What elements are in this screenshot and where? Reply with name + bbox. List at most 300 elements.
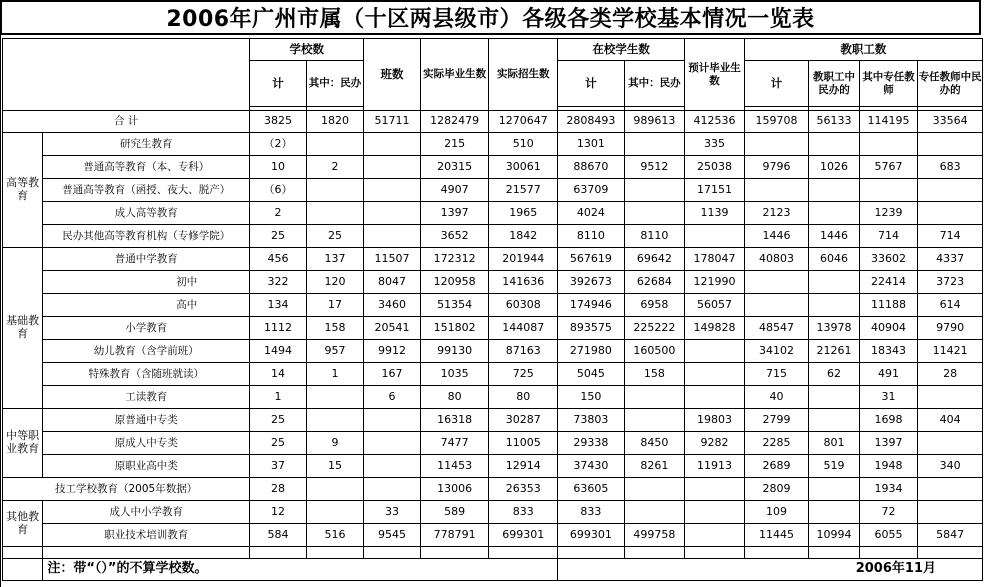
row-label: 特殊教育（含随班就读）: [43, 363, 250, 386]
row-value: 699301: [558, 524, 625, 547]
row-value: 614: [918, 294, 983, 317]
row-value: 510: [489, 133, 558, 156]
row-label: 普通高等教育（函授、夜大、脱产）: [43, 179, 250, 202]
row-value: 17151: [685, 179, 745, 202]
row-value: 11913: [685, 455, 745, 478]
row-value: [306, 133, 364, 156]
row-value: 715: [744, 363, 809, 386]
row-value: 141636: [489, 271, 558, 294]
row-value: 8450: [624, 432, 685, 455]
row-value: 8110: [558, 225, 625, 248]
row-value: 1397: [859, 432, 918, 455]
row-value: 34102: [744, 340, 809, 363]
blank-cell: [744, 547, 809, 559]
row-value: 25038: [685, 156, 745, 179]
total-value: 33564: [918, 111, 983, 133]
row-value: 725: [489, 363, 558, 386]
row-value: 893575: [558, 317, 625, 340]
row-value: 178047: [685, 248, 745, 271]
row-value: 2: [250, 202, 307, 225]
header-staff: 教职工数: [744, 39, 982, 61]
row-value: 567619: [558, 248, 625, 271]
row-value: [918, 386, 983, 409]
table-row: [3, 524, 983, 547]
row-value: [364, 409, 421, 432]
row-value: [306, 386, 364, 409]
row-value: 4337: [918, 248, 983, 271]
row-value: 6958: [624, 294, 685, 317]
header-students-total: 计: [558, 61, 625, 107]
row-value: 150: [558, 386, 625, 409]
row-value: 40: [744, 386, 809, 409]
group-other: 其他教育: [3, 501, 43, 547]
row-value: 1112: [250, 317, 307, 340]
row-value: 29338: [558, 432, 625, 455]
row-value: 56057: [685, 294, 745, 317]
row-value: 40904: [859, 317, 918, 340]
row-value: （2）: [250, 133, 307, 156]
table-row: [3, 133, 983, 156]
row-label: 高中: [43, 294, 250, 317]
row-value: 3723: [918, 271, 983, 294]
row-value: 516: [306, 524, 364, 547]
total-value: 2808493: [558, 111, 625, 133]
row-value: [809, 202, 859, 225]
row-value: 322: [250, 271, 307, 294]
row-value: 8047: [364, 271, 421, 294]
row-value: 10994: [809, 524, 859, 547]
row-value: [624, 501, 685, 524]
row-value: 201944: [489, 248, 558, 271]
row-value: 833: [558, 501, 625, 524]
row-value: 40803: [744, 248, 809, 271]
row-value: 699301: [489, 524, 558, 547]
row-value: 335: [685, 133, 745, 156]
row-value: 134: [250, 294, 307, 317]
row-label: 技工学校教育（2005年数据）: [3, 478, 250, 501]
row-label: 原普通中专类: [43, 409, 250, 432]
row-value: 801: [809, 432, 859, 455]
report-date: 2006年11月: [558, 559, 983, 581]
header-graduates: 实际毕业生数: [420, 39, 489, 111]
header-staff-total: 计: [744, 61, 809, 107]
row-value: [685, 386, 745, 409]
row-value: 11453: [420, 455, 489, 478]
total-value: 1282479: [420, 111, 489, 133]
table-row: [3, 455, 983, 478]
row-value: [364, 225, 421, 248]
row-value: 20315: [420, 156, 489, 179]
row-value: 5045: [558, 363, 625, 386]
row-value: 683: [918, 156, 983, 179]
row-value: 11445: [744, 524, 809, 547]
row-value: 80: [420, 386, 489, 409]
row-value: 20541: [364, 317, 421, 340]
row-value: 21261: [809, 340, 859, 363]
row-value: 60308: [489, 294, 558, 317]
row-value: 48547: [744, 317, 809, 340]
row-label: 职业技术培训教育: [43, 524, 250, 547]
footnote: 注：带“（）”的不算学校数。: [43, 559, 558, 581]
row-value: 149828: [685, 317, 745, 340]
row-value: 25: [306, 225, 364, 248]
row-value: [364, 202, 421, 225]
total-value: 3825: [250, 111, 307, 133]
row-value: 80: [489, 386, 558, 409]
row-value: 1934: [859, 478, 918, 501]
row-value: 12: [250, 501, 307, 524]
row-value: 957: [306, 340, 364, 363]
row-value: 1: [306, 363, 364, 386]
row-label: 幼儿教育（含学前班）: [43, 340, 250, 363]
blank-cell: [306, 547, 364, 559]
row-value: 9282: [685, 432, 745, 455]
row-value: 8110: [624, 225, 685, 248]
row-value: [364, 179, 421, 202]
row-value: 31: [859, 386, 918, 409]
row-value: 1239: [859, 202, 918, 225]
row-value: 63709: [558, 179, 625, 202]
header-expected-grads: 预计毕业生数: [685, 39, 745, 111]
table-row: [3, 386, 983, 409]
row-value: [859, 179, 918, 202]
blank-cell: [859, 547, 918, 559]
table-row: [3, 340, 983, 363]
row-value: [364, 455, 421, 478]
row-value: 9796: [744, 156, 809, 179]
row-value: 13006: [420, 478, 489, 501]
row-value: 271980: [558, 340, 625, 363]
row-value: 88670: [558, 156, 625, 179]
row-value: 21577: [489, 179, 558, 202]
row-value: [624, 179, 685, 202]
row-label: 原成人中专类: [43, 432, 250, 455]
row-value: [685, 225, 745, 248]
row-value: [809, 179, 859, 202]
header-staff-private: 教职工中民办的: [809, 61, 859, 107]
total-row: [3, 111, 983, 133]
row-value: 2285: [744, 432, 809, 455]
table-row: [3, 179, 983, 202]
row-value: 2689: [744, 455, 809, 478]
row-value: 1397: [420, 202, 489, 225]
total-value: 114195: [859, 111, 918, 133]
table-row: [3, 432, 983, 455]
group-higher: 高等教育: [3, 133, 43, 248]
total-value: 1270647: [489, 111, 558, 133]
row-value: 456: [250, 248, 307, 271]
row-value: 25: [250, 432, 307, 455]
row-value: [306, 202, 364, 225]
row-value: [306, 409, 364, 432]
row-value: 25: [250, 409, 307, 432]
row-value: 69642: [624, 248, 685, 271]
row-value: 3460: [364, 294, 421, 317]
total-value: 56133: [809, 111, 859, 133]
row-value: 137: [306, 248, 364, 271]
row-value: [809, 409, 859, 432]
table-row: [3, 409, 983, 432]
row-value: [809, 386, 859, 409]
row-value: 9545: [364, 524, 421, 547]
blank-cell: [489, 547, 558, 559]
row-value: 5847: [918, 524, 983, 547]
row-value: 14: [250, 363, 307, 386]
blank-cell: [250, 547, 307, 559]
blank-cell: [918, 547, 983, 559]
row-value: 26353: [489, 478, 558, 501]
row-value: 37430: [558, 455, 625, 478]
row-value: 62684: [624, 271, 685, 294]
row-value: 215: [420, 133, 489, 156]
row-value: 9790: [918, 317, 983, 340]
row-label: 普通高等教育（本、专科）: [43, 156, 250, 179]
row-value: 1035: [420, 363, 489, 386]
total-label: 合 计: [3, 111, 250, 133]
row-value: [624, 409, 685, 432]
row-value: 25: [250, 225, 307, 248]
header-students-private: 其中：民办: [624, 61, 685, 107]
row-value: 73803: [558, 409, 625, 432]
row-value: 28: [250, 478, 307, 501]
table-row: [3, 202, 983, 225]
row-label: 研究生教育: [43, 133, 250, 156]
row-value: 120: [306, 271, 364, 294]
header-row-1: [3, 39, 983, 61]
row-label: 小学教育: [43, 317, 250, 340]
row-value: 51354: [420, 294, 489, 317]
table-row: [3, 271, 983, 294]
row-value: [918, 432, 983, 455]
blank-cell: [43, 547, 250, 559]
row-value: 2123: [744, 202, 809, 225]
table-title: 2006年广州市属（十区两县级市）各级各类学校基本情况一览表: [166, 7, 815, 32]
row-value: 4907: [420, 179, 489, 202]
row-value: 33602: [859, 248, 918, 271]
row-value: 11005: [489, 432, 558, 455]
row-label: 工读教育: [43, 386, 250, 409]
table-row: [3, 156, 983, 179]
row-value: 714: [859, 225, 918, 248]
row-value: 6055: [859, 524, 918, 547]
row-value: 5767: [859, 156, 918, 179]
row-value: [364, 156, 421, 179]
header-schools-total: 计: [250, 61, 307, 107]
row-value: 63605: [558, 478, 625, 501]
row-value: 13978: [809, 317, 859, 340]
row-value: [306, 478, 364, 501]
row-value: [918, 133, 983, 156]
row-value: 1446: [744, 225, 809, 248]
row-value: 778791: [420, 524, 489, 547]
total-value: 412536: [685, 111, 745, 133]
row-value: [809, 271, 859, 294]
row-value: 151802: [420, 317, 489, 340]
row-value: [624, 386, 685, 409]
blank-cell: [3, 559, 43, 581]
row-value: 2: [306, 156, 364, 179]
row-value: 8261: [624, 455, 685, 478]
row-value: [809, 294, 859, 317]
row-value: 833: [489, 501, 558, 524]
row-value: 12914: [489, 455, 558, 478]
table-row: [3, 317, 983, 340]
row-value: （6）: [250, 179, 307, 202]
spacer-row: [3, 547, 983, 559]
row-label: 成人中小学教育: [43, 501, 250, 524]
row-value: 62: [809, 363, 859, 386]
row-value: [624, 133, 685, 156]
row-value: 33: [364, 501, 421, 524]
row-value: [364, 478, 421, 501]
row-value: [918, 179, 983, 202]
row-value: 1: [250, 386, 307, 409]
row-value: 1842: [489, 225, 558, 248]
row-value: 144087: [489, 317, 558, 340]
table-row: [3, 363, 983, 386]
row-value: 7477: [420, 432, 489, 455]
total-value: 51711: [364, 111, 421, 133]
row-value: 519: [809, 455, 859, 478]
row-value: [744, 179, 809, 202]
row-value: 30061: [489, 156, 558, 179]
row-value: 584: [250, 524, 307, 547]
row-value: [685, 340, 745, 363]
header-students: 在校学生数: [558, 39, 685, 61]
row-value: [859, 133, 918, 156]
blank-cell: [558, 547, 625, 559]
row-value: 1494: [250, 340, 307, 363]
row-value: 4024: [558, 202, 625, 225]
row-value: [809, 501, 859, 524]
table-row: [3, 248, 983, 271]
row-value: 72: [859, 501, 918, 524]
footer-row: [3, 559, 983, 581]
row-value: 6046: [809, 248, 859, 271]
header-corner: [3, 39, 250, 111]
row-value: [364, 432, 421, 455]
row-value: 714: [918, 225, 983, 248]
row-value: 121990: [685, 271, 745, 294]
row-value: [306, 179, 364, 202]
row-value: [685, 524, 745, 547]
row-value: 19803: [685, 409, 745, 432]
row-value: 16318: [420, 409, 489, 432]
row-value: 17: [306, 294, 364, 317]
row-value: 22414: [859, 271, 918, 294]
row-value: 30287: [489, 409, 558, 432]
row-value: 392673: [558, 271, 625, 294]
row-value: 225222: [624, 317, 685, 340]
row-value: [918, 478, 983, 501]
row-value: 87163: [489, 340, 558, 363]
row-value: 1139: [685, 202, 745, 225]
row-value: 174946: [558, 294, 625, 317]
row-value: 18343: [859, 340, 918, 363]
row-value: [809, 133, 859, 156]
row-value: [624, 202, 685, 225]
row-value: [918, 202, 983, 225]
row-value: 37: [250, 455, 307, 478]
table-row: [3, 225, 983, 248]
row-value: 2809: [744, 478, 809, 501]
row-value: 9: [306, 432, 364, 455]
row-value: [685, 363, 745, 386]
header-fulltime-private: 专任教师中民办的: [918, 61, 983, 107]
table-row: [3, 294, 983, 317]
row-value: 2799: [744, 409, 809, 432]
row-value: 11188: [859, 294, 918, 317]
row-value: 9512: [624, 156, 685, 179]
row-value: [809, 478, 859, 501]
row-value: 499758: [624, 524, 685, 547]
table-row: [3, 478, 983, 501]
row-value: 589: [420, 501, 489, 524]
row-value: [306, 501, 364, 524]
row-value: 172312: [420, 248, 489, 271]
row-label: 民办其他高等教育机构（专修学院）: [43, 225, 250, 248]
blank-cell: [624, 547, 685, 559]
row-label: 原职业高中类: [43, 455, 250, 478]
row-value: 11421: [918, 340, 983, 363]
row-value: 10: [250, 156, 307, 179]
header-schools-private: 其中：民办: [306, 61, 364, 107]
row-label: 初中: [43, 271, 250, 294]
row-value: 120958: [420, 271, 489, 294]
row-value: [918, 501, 983, 524]
blank-cell: [685, 547, 745, 559]
row-value: 6: [364, 386, 421, 409]
header-schools: 学校数: [250, 39, 364, 61]
row-value: [624, 478, 685, 501]
row-value: 491: [859, 363, 918, 386]
header-classes: 班数: [364, 39, 421, 111]
row-value: 1698: [859, 409, 918, 432]
row-value: [364, 133, 421, 156]
row-value: 99130: [420, 340, 489, 363]
row-value: 1026: [809, 156, 859, 179]
row-value: 160500: [624, 340, 685, 363]
row-value: 9912: [364, 340, 421, 363]
blank-cell: [809, 547, 859, 559]
row-label: 成人高等教育: [43, 202, 250, 225]
row-value: 3652: [420, 225, 489, 248]
statistics-table: [2, 38, 983, 581]
table-title-bar: [0, 0, 981, 35]
row-value: 1301: [558, 133, 625, 156]
blank-cell: [420, 547, 489, 559]
row-value: 340: [918, 455, 983, 478]
row-value: 167: [364, 363, 421, 386]
row-value: 158: [624, 363, 685, 386]
total-value: 1820: [306, 111, 364, 133]
row-value: 109: [744, 501, 809, 524]
row-value: 1446: [809, 225, 859, 248]
row-value: 158: [306, 317, 364, 340]
header-enrolment: 实际招生数: [489, 39, 558, 111]
row-value: 404: [918, 409, 983, 432]
row-value: [685, 478, 745, 501]
total-value: 989613: [624, 111, 685, 133]
row-value: [744, 133, 809, 156]
row-value: 1965: [489, 202, 558, 225]
row-value: 15: [306, 455, 364, 478]
blank-cell: [3, 547, 43, 559]
row-value: [744, 271, 809, 294]
blank-cell: [364, 547, 421, 559]
row-label: 普通中学教育: [43, 248, 250, 271]
group-basic: 基础教育: [3, 248, 43, 409]
